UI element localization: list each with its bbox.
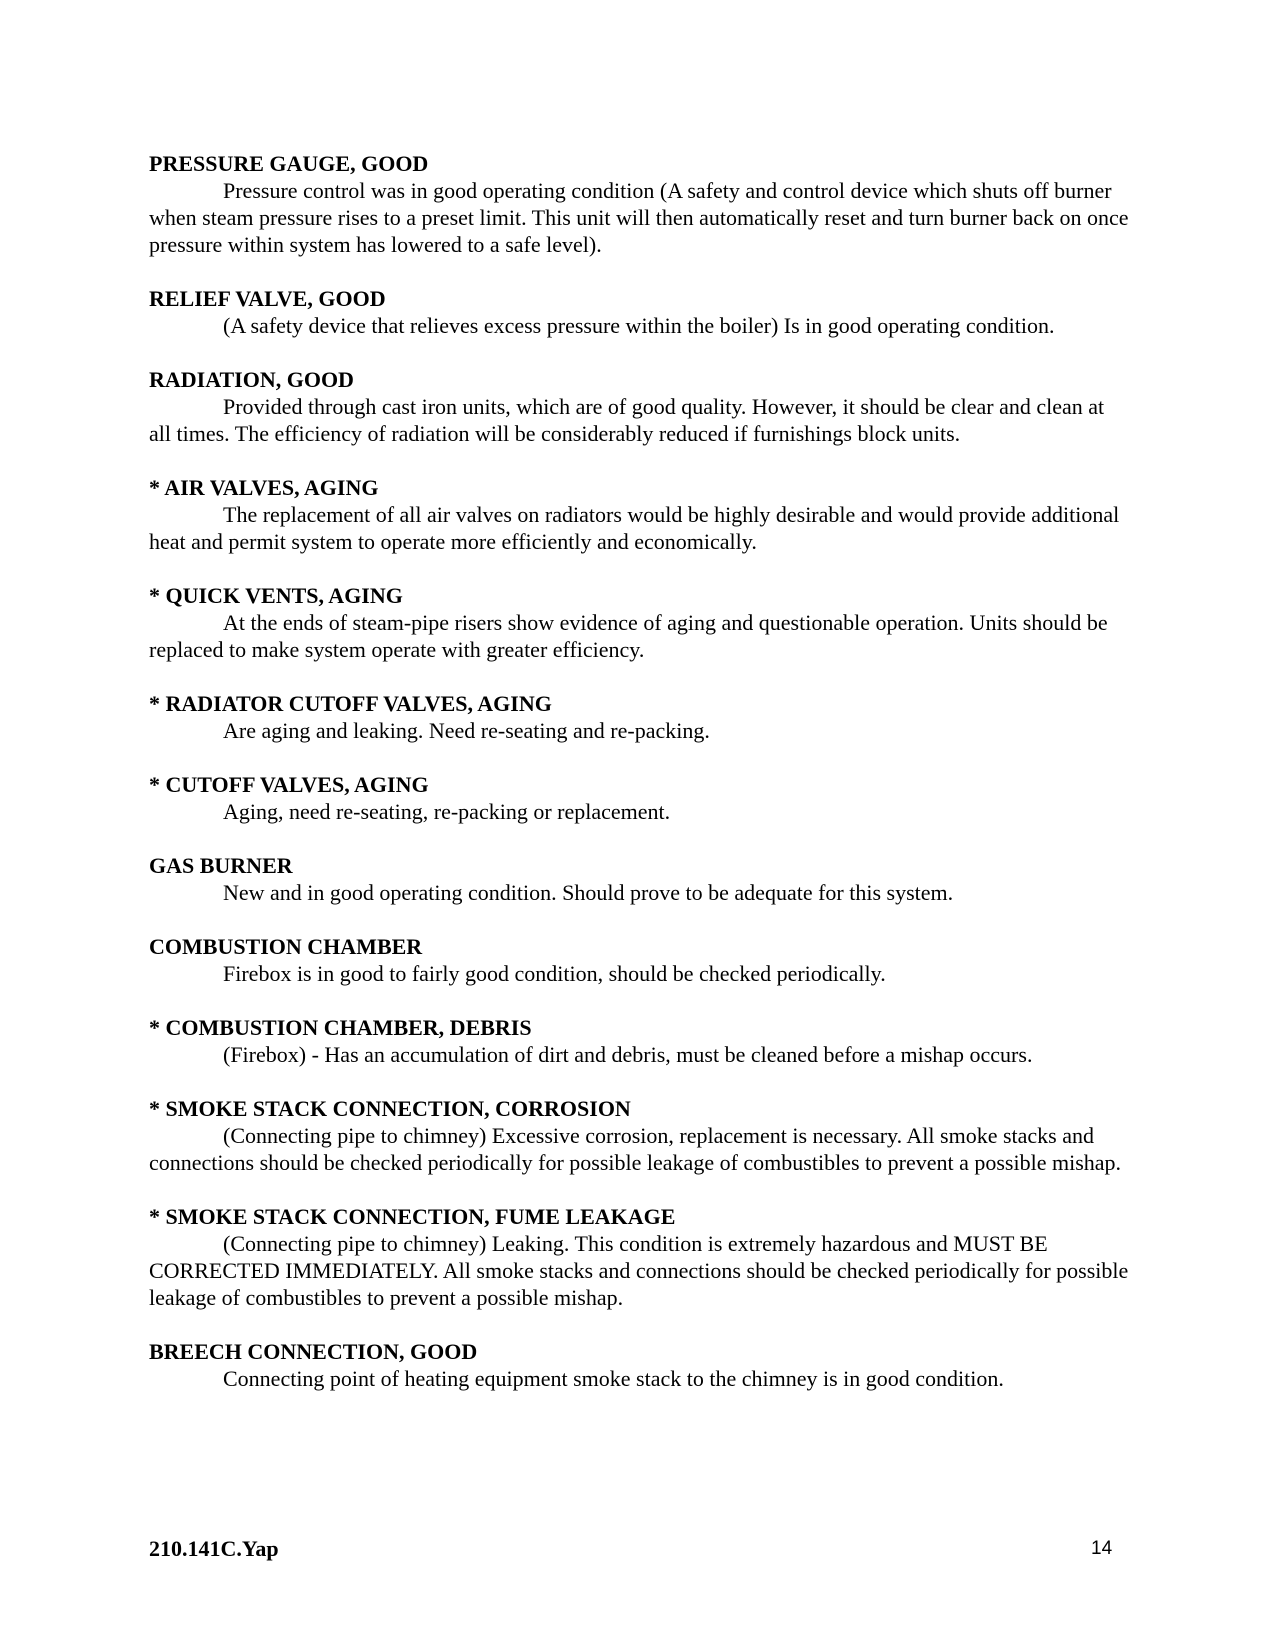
section-relief-valve [149,285,1129,339]
section-heading: * AIR VALVES, AGING [149,475,379,500]
section-body: (Firebox) - Has an accumulation of dirt and debris, must be cleaned before a mishap occurs. [223,1042,1033,1067]
document-body [149,150,1129,1419]
section-gas-burner [149,852,1129,906]
section-heading: * COMBUSTION CHAMBER, DEBRIS [149,1015,532,1040]
section-radiation [149,366,1129,447]
section-heading: * QUICK VENTS, AGING [149,583,403,608]
footer-document-id: 210.141C.Yap [149,1536,279,1561]
section-heading: * SMOKE STACK CONNECTION, FUME LEAKAGE [149,1204,676,1229]
section-quick-vents [149,582,1129,663]
section-body: Are aging and leaking. Need re-seating and re-packing. [223,718,710,743]
section-air-valves [149,474,1129,555]
section-body: New and in good operating condition. Should prove to be adequate for this system. [223,880,954,905]
section-body: Firebox is in good to fairly good condition, should be checked periodically. [223,961,886,986]
section-heading: * SMOKE STACK CONNECTION, CORROSION [149,1096,631,1121]
section-body: (A safety device that relieves excess pressure within the boiler) Is in good operating condition. [223,313,1055,338]
section-body: (Connecting pipe to chimney) Leaking. This condition is extremely hazardous and MUST BE CORRECTED IMMEDIATELY. All smoke stacks and connections should be checked periodically for possible leakage of combustibles to prevent a possible mishap. [149,1231,1129,1310]
section-body: Aging, need re-seating, re-packing or replacement. [223,799,671,824]
section-body: (Connecting pipe to chimney) Excessive corrosion, replacement is necessary. All smoke stacks and connections should be checked periodically for possible leakage of combustibles to prevent a possible mishap. [149,1123,1122,1175]
section-smoke-stack-fume-leakage [149,1203,1129,1311]
section-heading: * CUTOFF VALVES, AGING [149,772,429,797]
section-radiator-cutoff-valves [149,690,1129,744]
section-body: Pressure control was in good operating condition (A safety and control device which shuts off burner when steam pressure rises to a preset limit. This unit will then automatically reset and turn burner back on once pressure within system has lowered to a safe level). [149,178,1129,257]
section-heading: RELIEF VALVE, GOOD [149,286,386,311]
section-body: The replacement of all air valves on radiators would be highly desirable and would provide additional heat and permit system to operate more efficiently and economically. [149,502,1120,554]
section-body: At the ends of steam-pipe risers show evidence of aging and questionable operation. Units should be replaced to make system operate with greater efficiency. [149,610,1108,662]
section-pressure-gauge [149,150,1129,258]
section-body: Connecting point of heating equipment smoke stack to the chimney is in good condition. [223,1366,1004,1391]
section-smoke-stack-corrosion [149,1095,1129,1176]
section-heading: * RADIATOR CUTOFF VALVES, AGING [149,691,552,716]
section-combustion-chamber [149,933,1129,987]
section-breech-connection [149,1338,1129,1392]
section-cutoff-valves [149,771,1129,825]
section-heading: RADIATION, GOOD [149,367,354,392]
section-heading: COMBUSTION CHAMBER [149,934,423,959]
section-combustion-chamber-debris [149,1014,1129,1068]
section-heading: GAS BURNER [149,853,293,878]
footer-page-number: 14 [1091,1538,1113,1559]
section-heading: BREECH CONNECTION, GOOD [149,1339,478,1364]
section-heading: PRESSURE GAUGE, GOOD [149,151,429,176]
section-body: Provided through cast iron units, which are of good quality. However, it should be clear and clean at all times. The efficiency of radiation will be considerably reduced if furnishings block units. [149,394,1105,446]
